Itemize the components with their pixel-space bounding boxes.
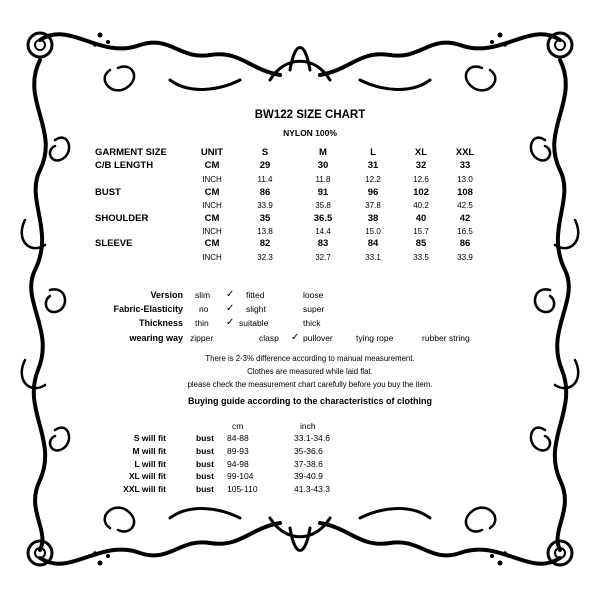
bottom-leaf-a [170,509,240,518]
thickness-check-icon: ✓ [226,317,235,328]
guide-part: bust [196,446,214,456]
table-cell: 31 [367,160,379,171]
bottom-scroll-left [40,523,280,564]
table-cell: 32.3 [257,253,273,262]
right-curl-c [531,428,550,451]
unit-inch: INCH [202,175,222,184]
chart-title: BW122 SIZE CHART [254,109,366,121]
buying-guide-title: Buying guide according to the characteristics of clothing [187,396,433,406]
table-cell: 30 [317,160,329,171]
unit-cm: CM [204,213,220,224]
note-laid-flat: Clothes are measured while laid flat. [247,367,373,376]
table-cell: 13.0 [457,175,473,184]
thickness-option-suitable: suitable [239,318,269,328]
guide-part: bust [196,433,214,443]
unit-cm: CM [204,187,220,198]
unit-inch: INCH [202,227,222,236]
bottom-curl-a [105,508,134,532]
table-cell: 36.5 [313,213,333,224]
table-cell: 96 [367,187,379,198]
table-cell: 86 [259,187,271,198]
table-cell: 32 [415,160,427,171]
corner-rosette-tr [548,33,572,57]
version-check-icon: ✓ [226,289,235,300]
table-cell: 83 [317,238,329,249]
table-cell: 33.9 [457,253,473,262]
table-cell: 32.7 [315,253,331,262]
table-cell: 11.4 [257,175,273,184]
guide-inch-value: 41.3-43.3 [294,484,330,494]
thickness-option-thick: thick [303,318,321,328]
top-scroll-left [40,34,280,75]
table-cell: 33.1 [365,253,381,262]
left-curl-a [50,138,69,161]
wearing-option-tying-rope: tying rope [356,333,394,343]
elasticity-option-super: super [303,304,325,314]
note-check-chart: please check the measurement chart carefully before you buy the item. [187,380,433,389]
bottom-scroll-right [320,523,560,564]
wearing-option-clasp: clasp [259,333,279,343]
table-cell: 35 [259,213,271,224]
table-cell: 38 [367,213,379,224]
row-label-sleeve: SLEEVE [95,238,133,249]
top-leaf-b [360,80,430,89]
row-label-shoulder: SHOULDER [95,213,149,224]
table-cell: 15.7 [413,227,429,236]
wearing-option-zipper: zipper [190,333,214,343]
table-cell: 16.5 [457,227,473,236]
unit-inch: INCH [202,253,222,262]
top-leaf-a [170,80,240,89]
top-curl-a [105,66,134,90]
version-option-slim: slim [195,290,211,300]
size-header-xxl: XXL [455,147,475,158]
row-label-cb-length: C/B LENGTH [95,160,154,171]
thickness-label: Thickness [138,318,183,328]
guide-label-m: M will fit [132,446,166,456]
unit-cm: CM [204,160,220,171]
guide-cm-value: 84-88 [227,433,249,443]
bottom-curl-b [466,508,495,532]
size-header-l: L [370,147,376,158]
garment-size-header: GARMENT SIZE [95,147,167,158]
table-cell: 11.8 [315,175,331,184]
guide-cm-value: 94-98 [227,459,249,469]
unit-header: UNIT [200,147,224,158]
version-option-fitted: fitted [246,290,265,300]
bottom-leaf-b [360,509,430,518]
guide-cm-value: 99-104 [227,471,254,481]
corner-rosette-tl [28,33,52,57]
guide-label-xl: XL will fit [128,471,166,481]
guide-label-s: S will fit [133,433,166,443]
guide-cm-value: 105-110 [227,484,258,494]
material-label: NYLON 100% [283,128,337,138]
top-scroll-right [320,34,560,75]
elasticity-label: Fabric-Elasticity [113,304,183,314]
wearing-option-pullover: pullover [303,333,333,343]
size-header-m: M [319,147,327,158]
guide-label-l: L will fit [134,459,166,469]
table-cell: 85 [415,238,427,249]
wearing-option-rubber-string: rubber string [422,333,470,343]
unit-inch: INCH [202,201,222,210]
guide-part: bust [196,484,214,494]
table-cell: 40 [415,213,427,224]
table-cell: 86 [459,238,471,249]
right-curl-b [535,289,554,312]
elasticity-check-icon: ✓ [226,303,235,314]
guide-part: bust [196,471,214,481]
table-cell: 108 [457,187,473,198]
table-cell: 29 [259,160,271,171]
table-cell: 84 [367,238,379,249]
row-label-bust: BUST [95,187,121,198]
guide-inch-header: inch [300,421,316,431]
elasticity-option-slight: slight [246,304,266,314]
unit-cm: CM [204,238,220,249]
table-cell: 37.8 [365,201,381,210]
wearing-way-label: wearing way [129,333,183,343]
table-cell: 33.9 [257,201,273,210]
guide-label-xxl: XXL will fit [123,484,166,494]
table-cell: 12.6 [413,175,429,184]
guide-inch-value: 37-38.6 [294,459,323,469]
version-option-loose: loose [303,290,324,300]
table-cell: 15.0 [365,227,381,236]
guide-cm-value: 89-93 [227,446,249,456]
guide-inch-value: 33.1-34.6 [294,433,330,443]
elasticity-option-no: no [199,304,209,314]
table-cell: 91 [317,187,329,198]
left-curl-b [46,289,65,312]
note-difference: There is 2-3% difference according to manual measurement. [205,354,415,363]
table-cell: 40.2 [413,201,429,210]
table-cell: 42.5 [457,201,473,210]
thickness-option-thin: thin [195,318,209,328]
table-cell: 35.8 [315,201,331,210]
table-cell: 13.8 [257,227,273,236]
guide-cm-header: cm [232,421,244,431]
table-cell: 12.2 [365,175,381,184]
table-cell: 42 [459,213,471,224]
size-header-xl: XL [414,147,428,158]
wearing-check-icon: ✓ [291,332,300,343]
guide-inch-value: 35-36.6 [294,446,323,456]
top-curl-b [466,66,495,90]
version-label: Version [150,290,183,300]
table-cell: 33 [459,160,471,171]
left-curl-c [50,428,69,451]
guide-part: bust [196,459,214,469]
right-curl-a [531,138,550,161]
size-header-s: S [261,147,269,158]
guide-inch-value: 39-40.9 [294,471,323,481]
table-cell: 33.5 [413,253,429,262]
table-cell: 102 [413,187,429,198]
table-cell: 14.4 [315,227,331,236]
table-cell: 82 [259,238,271,249]
